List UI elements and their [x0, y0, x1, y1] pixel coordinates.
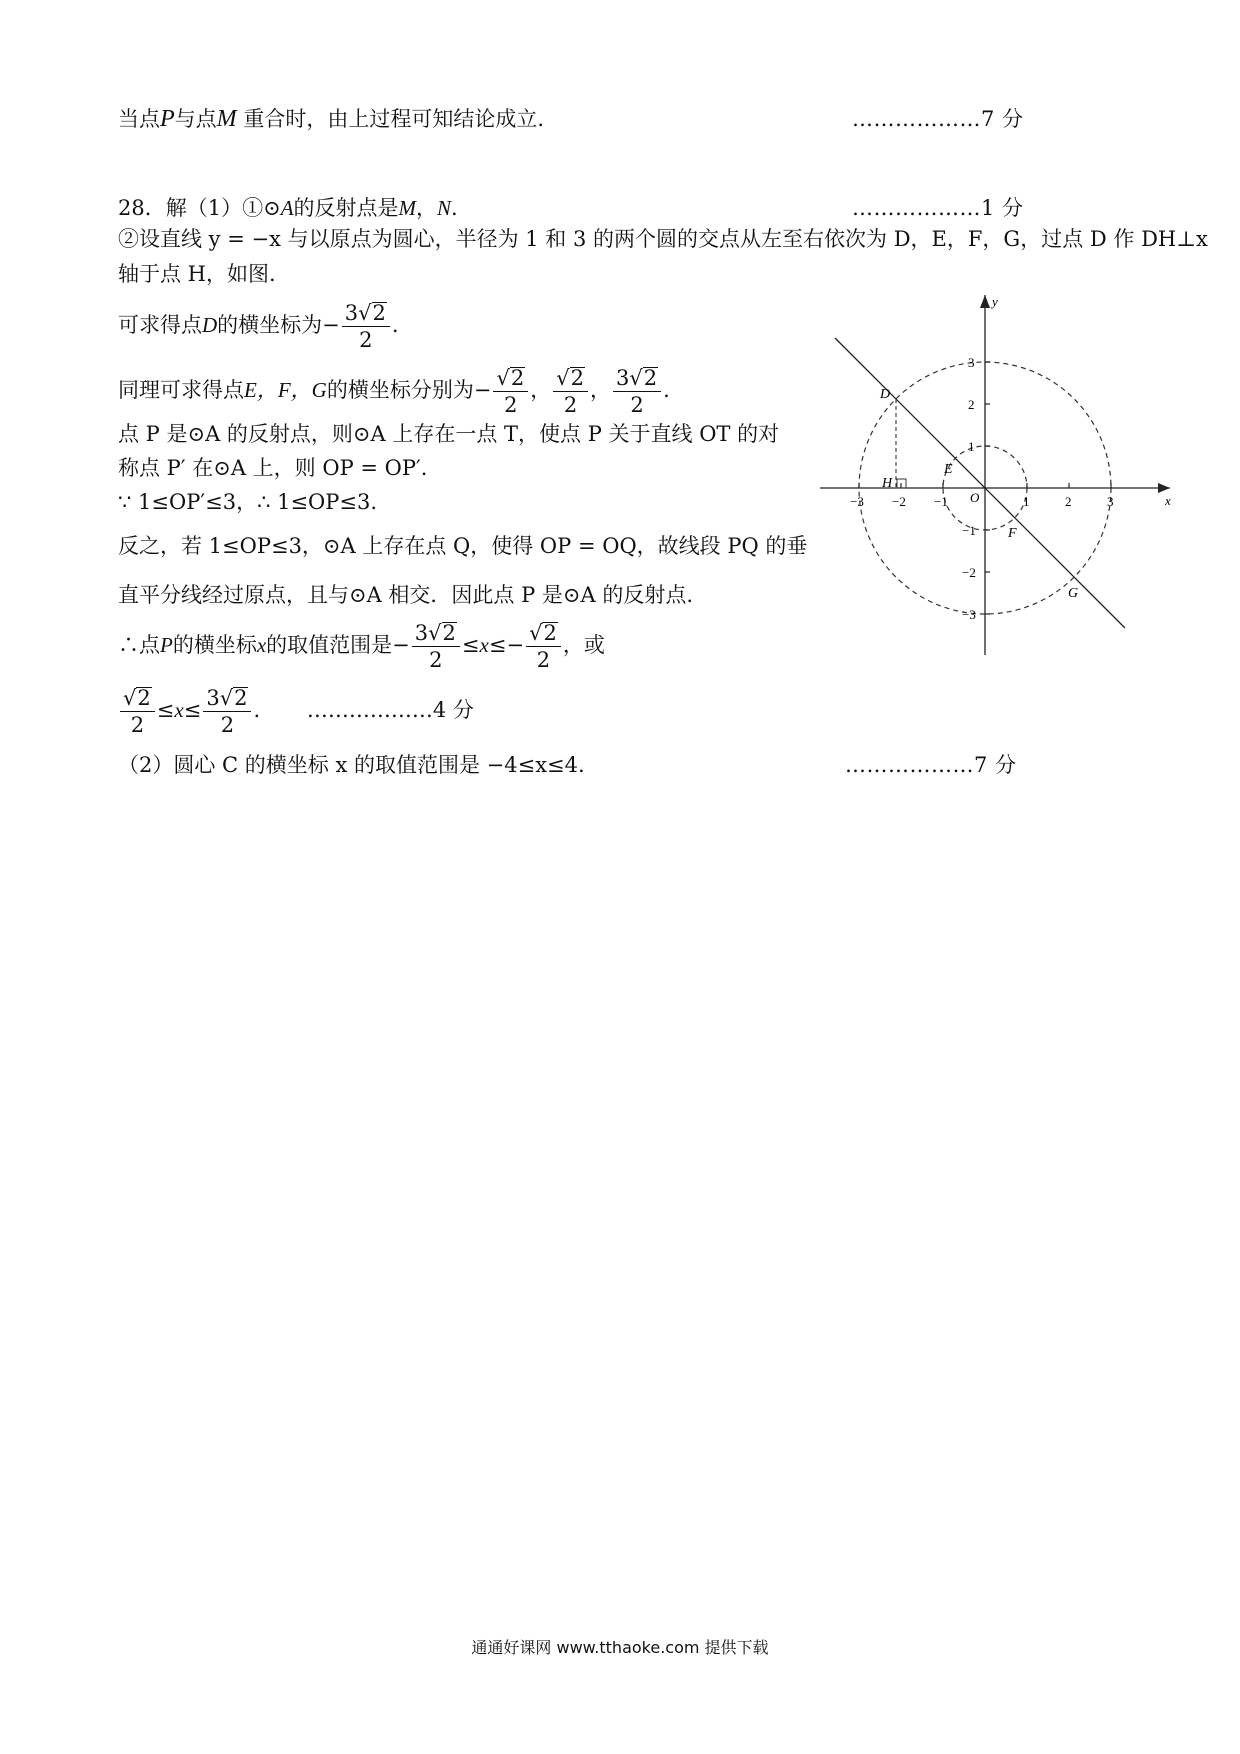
- solution-line-range: ∴点P的横坐标x的取值范围是− $\frac{3√2}{2}$ ≤x≤− $\frac{√2}{2}$ ，或: [118, 621, 605, 672]
- solution-line-range-positive: $\frac{√2}{2}$ ≤x≤ $\frac{3√2}{2}$ . ………………4 分: [118, 680, 474, 740]
- point-d-label: D: [880, 387, 891, 402]
- y-tick-label: −1: [962, 523, 976, 538]
- page-footer: 通通好课网 www.tthaoke.com 提供下载: [471, 1638, 769, 1657]
- x-tick-label: −3: [850, 494, 864, 509]
- origin-label: O: [970, 490, 980, 505]
- fraction-root2-over-2: $\frac{√2}{2}$: [526, 620, 561, 673]
- x-tick-label: −1: [934, 494, 948, 509]
- point-e-label: E: [944, 462, 953, 477]
- fraction-3root2-over-2: $\frac{3√2}{2}$: [412, 620, 460, 673]
- point-g-label: G: [1068, 586, 1079, 601]
- line-y-neg-x: [835, 338, 1125, 628]
- fraction-3root2-over-2: $\frac{3√2}{2}$: [203, 685, 251, 738]
- x-axis-arrow: [1158, 483, 1170, 493]
- x-tick-label: −2: [892, 494, 906, 509]
- fraction-root2-over-2: $\frac{√2}{2}$: [553, 365, 588, 418]
- solution-line-converse: 反之，若 1≤OP≤3，⊙A 上存在点 Q，使得 OP = OQ，故线段 PQ 的垂: [118, 534, 808, 558]
- y-tick-label: 3: [968, 355, 975, 370]
- solution-line-symmetric-point: 称点 P′ 在⊙A 上，则 OP = OP′.: [118, 456, 428, 480]
- fraction-neg-3root2-over-2: $\frac{3√2}{2}$: [342, 300, 390, 353]
- solution-line-axis-foot: 轴于点 H，如图.: [118, 262, 276, 286]
- point-h-label: H: [882, 476, 893, 491]
- part-2-answer: （2）圆心 C 的横坐标 x 的取值范围是 −4≤x≤4.: [118, 753, 585, 777]
- conclusion-line: 当点P与点M 重合时，由上过程可知结论成立.: [118, 106, 545, 132]
- solution-line-setup: ②设直线 y = −x 与以原点为圆心，半径为 1 和 3 的两个圆的交点从左至右依次为 D，E，F，G，过点 D 作 DH⊥x: [118, 227, 1208, 251]
- point-f-label: F: [1008, 526, 1017, 541]
- y-axis-arrow: [980, 295, 990, 308]
- x-tick-label: 3: [1107, 494, 1114, 509]
- question-28-answer: 28．解（1）①⊙A的反射点是M，N.: [118, 196, 458, 220]
- y-axis-label: y: [992, 294, 998, 309]
- fraction-root2-over-2: $\frac{√2}{2}$: [120, 685, 155, 738]
- solution-line-d-coordinate: 可求得点D的横坐标为− $\frac{3√2}{2}$ .: [118, 301, 399, 352]
- fraction-3root2-over-2: $\frac{3√2}{2}$: [613, 365, 661, 418]
- x-axis-label: x: [1165, 493, 1171, 508]
- x-tick-label: 2: [1065, 494, 1072, 509]
- y-tick-label: −3: [962, 607, 976, 622]
- x-tick-label: 1: [1023, 494, 1030, 509]
- solution-line-reflection: 点 P 是⊙A 的反射点，则⊙A 上存在一点 T，使点 P 关于直线 OT 的对: [118, 422, 780, 446]
- coordinate-figure: [820, 290, 1180, 670]
- score-7-part-a: ………………7 分: [852, 107, 1024, 131]
- solution-line-efg-coordinates: 同理可求得点E，F，G的横坐标分别为− $\frac{√2}{2}$ ， $\frac{√2}{2}$ ， $\frac{3√2}{2}$ .: [118, 366, 670, 417]
- y-tick-label: 2: [968, 397, 975, 412]
- solution-line-perpendicular-bisector: 直平分线经过原点，且与⊙A 相交．因此点 P 是⊙A 的反射点.: [118, 583, 694, 607]
- y-tick-label: 1: [968, 439, 975, 454]
- score-4: ………………4 分: [306, 698, 474, 722]
- score-1: ………………1 分: [852, 196, 1024, 220]
- score-7-part-2: ………………7 分: [845, 753, 1017, 777]
- solution-line-inequality: ∵ 1≤OP′≤3，∴ 1≤OP≤3.: [118, 490, 378, 514]
- fraction-root2-over-2: $\frac{√2}{2}$: [493, 365, 528, 418]
- y-tick-label: −2: [962, 565, 976, 580]
